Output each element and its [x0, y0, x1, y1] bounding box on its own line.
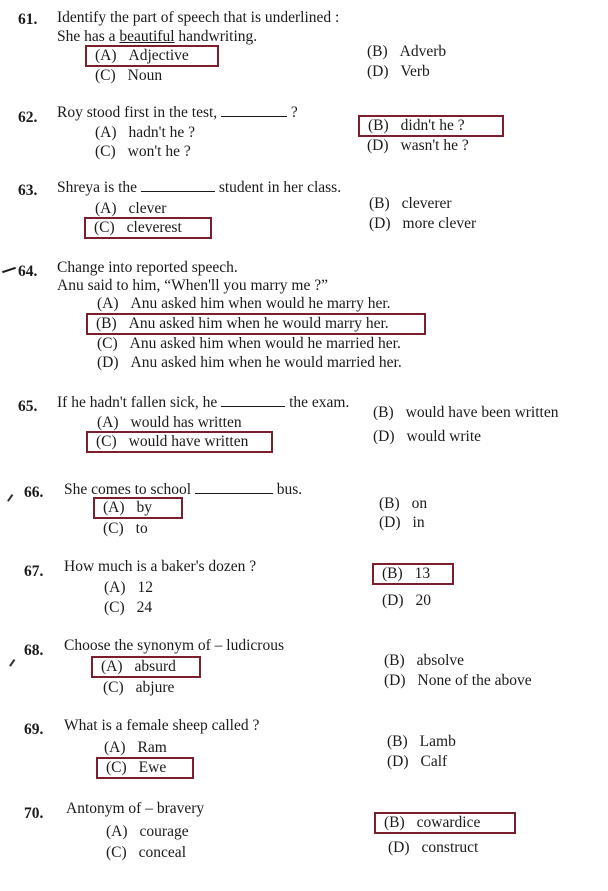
question-number: 65. [18, 398, 38, 415]
question-prompt: Antonym of – bravery [66, 800, 205, 817]
option-a[interactable]: (A) by [95, 499, 181, 517]
option-c[interactable]: (C) Ewe [98, 759, 192, 777]
pencil-mark [7, 494, 13, 501]
option-c[interactable]: (C) won't he ? [95, 143, 191, 160]
option-d[interactable]: (D) would write [373, 428, 482, 445]
option-b[interactable]: (B) Lamb [387, 733, 456, 750]
option-c[interactable]: (C) Noun [95, 67, 163, 84]
option-a[interactable]: (A) clever [95, 200, 167, 217]
question-number: 67. [24, 563, 44, 580]
option-b[interactable]: (B) Adverb [367, 43, 447, 60]
question-number: 64. [18, 263, 38, 280]
option-b[interactable]: (B) on [379, 495, 428, 512]
option-d[interactable]: (D) Calf [387, 753, 448, 770]
question-number: 66. [24, 484, 44, 501]
answer-blank [221, 104, 287, 117]
question-sentence: Anu said to him, “When'll you marry me ?” [57, 277, 328, 294]
question-number: 68. [24, 642, 44, 659]
question-number: 70. [24, 805, 44, 822]
question-prompt: Identify the part of speech that is underlined : [57, 9, 340, 26]
question-prompt: What is a female sheep called ? [64, 717, 260, 734]
option-a[interactable]: (A) absurd [93, 658, 199, 676]
option-d[interactable]: (D) 20 [382, 592, 432, 609]
question-prompt: If he hadn't fallen sick, he the exam. [57, 394, 350, 411]
question-sentence: She has a beautiful handwriting. [57, 28, 258, 45]
option-c[interactable]: (C) abjure [103, 679, 175, 696]
option-a[interactable]: (A) Ram [104, 739, 167, 756]
option-c[interactable]: (C) cleverest [86, 219, 210, 237]
option-b[interactable]: (B) Anu asked him when he would marry her. [88, 315, 424, 333]
option-c[interactable]: (C) Anu asked him when would he married her. [97, 335, 401, 352]
option-b[interactable]: (B) didn't he ? [360, 117, 502, 135]
option-c[interactable]: (C) 24 [104, 599, 153, 616]
question-prompt: Change into reported speech. [57, 259, 238, 276]
option-c[interactable]: (C) to [103, 520, 148, 537]
option-b[interactable]: (B) absolve [384, 652, 465, 669]
option-a[interactable]: (A) Adjective [87, 47, 217, 65]
option-a[interactable]: (A) 12 [104, 579, 154, 596]
answer-blank [221, 394, 285, 407]
answer-blank [141, 179, 215, 192]
answer-blank [195, 481, 273, 494]
option-d[interactable]: (D) in [379, 514, 425, 531]
option-d[interactable]: (D) wasn't he ? [367, 137, 469, 154]
option-c[interactable]: (C) would have written [88, 433, 271, 451]
question-number: 69. [24, 721, 44, 738]
option-c[interactable]: (C) conceal [106, 844, 186, 861]
underlined-word: beautiful [119, 28, 175, 45]
question-prompt: Shreya is the student in her class. [57, 179, 342, 196]
question-number: 61. [18, 11, 38, 28]
question-prompt: She comes to school bus. [64, 481, 303, 498]
question-prompt: Roy stood first in the test, ? [57, 104, 298, 121]
option-d[interactable]: (D) Verb [367, 63, 430, 80]
question-number: 63. [18, 182, 38, 199]
option-a[interactable]: (A) hadn't he ? [95, 124, 196, 141]
pencil-mark [2, 267, 16, 273]
option-b[interactable]: (B) cleverer [369, 195, 452, 212]
pencil-mark [9, 659, 15, 666]
option-a[interactable]: (A) would has written [97, 414, 242, 431]
option-d[interactable]: (D) Anu asked him when he would married her. [97, 354, 402, 371]
option-d[interactable]: (D) None of the above [384, 672, 532, 689]
option-b[interactable]: (B) would have been written [373, 404, 559, 421]
option-b[interactable]: (B) cowardice [376, 814, 514, 832]
question-number: 62. [18, 109, 38, 126]
option-a[interactable]: (A) courage [106, 823, 189, 840]
question-prompt: Choose the synonym of – ludicrous [64, 637, 284, 654]
question-prompt: How much is a baker's dozen ? [64, 558, 257, 575]
option-d[interactable]: (D) construct [388, 839, 479, 856]
option-a[interactable]: (A) Anu asked him when would he marry her. [97, 295, 391, 312]
option-d[interactable]: (D) more clever [369, 215, 477, 232]
option-b[interactable]: (B) 13 [374, 565, 452, 583]
